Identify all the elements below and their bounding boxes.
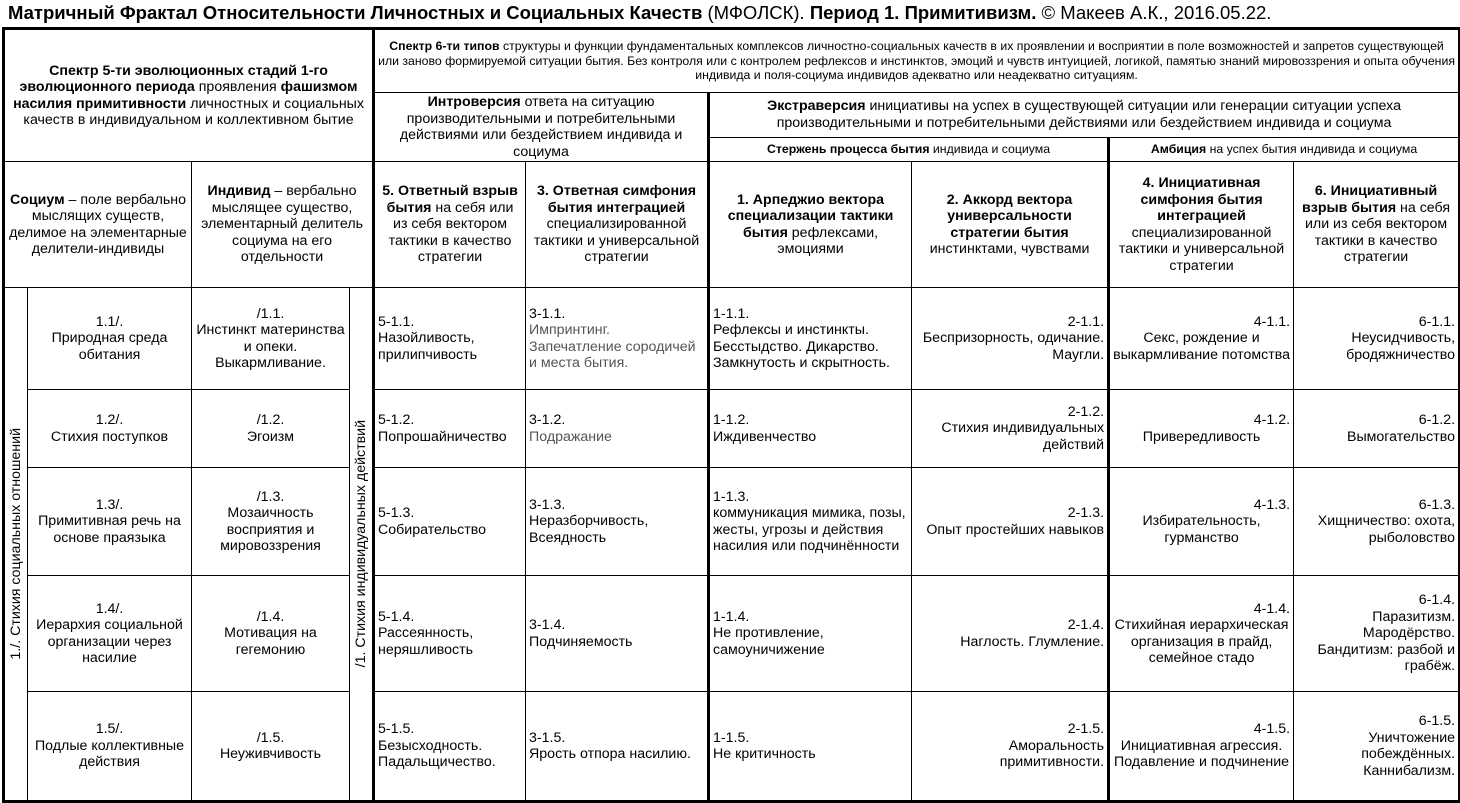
c5-cell: 5-1.4. Рассеянность, неряшливость xyxy=(374,576,526,692)
c2-cell: 2-1.3. Опыт простейших навыков xyxy=(912,468,1109,576)
c3-cell: 3-1.2. Подражание xyxy=(526,390,709,468)
c6-cell: 6-1.3. Хищничество: охота, рыболовство xyxy=(1294,468,1460,576)
c6-cell: 6-1.4. Паразитизм. Мародёрство. Бандитизм: разбой и грабёж. xyxy=(1294,576,1460,692)
society-cell: 1.4/. Иерархия социальной организации через насилие xyxy=(28,576,192,692)
society-cell: 1.1/. Природная среда обитания xyxy=(28,288,192,390)
individual-actions-side-label: /1. Стихия индивидуальных действий xyxy=(350,288,374,802)
c6-cell: 6-1.1. Неусидчивость, бродяжничество xyxy=(1294,288,1460,390)
individual-column-header: Индивид – вербально мыслящее существо, элементарный делитель социума на его отдельности xyxy=(192,162,374,288)
spectrum5-header: Спектр 5-ти эволюционных стадий 1-го эволюционного периода проявления фашизмом насилия примитивности личностных и социальных качеств в индивидуальном и коллективном бытие xyxy=(4,29,374,162)
c3-cell: 3-1.3. Неразборчивость, Всеядность xyxy=(526,468,709,576)
ambition-header: Амбиция на успех бытия индивида и социума xyxy=(1109,137,1460,161)
c6-column-header: 6. Инициативный взрыв бытия на себя или из себя вектором тактики в качество стратегии xyxy=(1294,162,1460,288)
society-column-header: Социум – поле вербально мыслящих существ, делимое на элементарные делители-индивиды xyxy=(4,162,192,288)
c4-column-header: 4. Инициативная симфония бытия интеграцией специализированной тактики и универсальной стратегии xyxy=(1109,162,1294,288)
society-cell: 1.2/. Стихия поступков xyxy=(28,390,192,468)
fractal-matrix-table xyxy=(2,27,1460,803)
extraversion-header: Экстраверсия инициативы на успех в существующей ситуации или генерации ситуации успеха производительными и потребительными действиями или бездействием индивида и социума xyxy=(709,93,1460,138)
c1-cell: 1-1.3. коммуникация мимика, позы, жесты, угрозы и действия насилия или подчинённости xyxy=(709,468,912,576)
c4-cell: 4-1.3. Избирательность, гурманство xyxy=(1109,468,1294,576)
title-abbr: (МФОЛСК). xyxy=(702,2,810,23)
introversion-header: Интроверсия ответа на ситуацию производительными и потребительными действиями или бездействием индивида и социума xyxy=(374,93,709,162)
c2-cell: 2-1.4. Наглость. Глумление. xyxy=(912,576,1109,692)
c1-cell: 1-1.4. Не противление, самоуничижение xyxy=(709,576,912,692)
title-copyright: © Макеев А.К., 2016.05.22. xyxy=(1036,2,1272,23)
individual-cell: /1.2. Эгоизм xyxy=(192,390,350,468)
title-main: Матричный Фрактал Относительности Личностных и Социальных Качеств xyxy=(8,2,703,23)
c5-cell: 5-1.1. Назойливость, прилипчивость xyxy=(374,288,526,390)
individual-cell: /1.5. Неуживчивость xyxy=(192,692,350,802)
society-cell: 1.3/. Примитивная речь на основе праязыка xyxy=(28,468,192,576)
c1-cell: 1-1.1. Рефлексы и инстинкты. Бесстыдство. Дикарство. Замкнутость и скрытность. xyxy=(709,288,912,390)
table-row xyxy=(4,692,1460,802)
c2-cell: 2-1.2. Стихия индивидуальных действий xyxy=(912,390,1109,468)
document-title xyxy=(8,2,1454,24)
table-row xyxy=(4,390,1460,468)
social-relations-side-label: 1./. Стихия социальных отношений xyxy=(4,288,28,802)
c5-cell: 5-1.5. Безысходность. Падальщичество. xyxy=(374,692,526,802)
c3-column-header: 3. Ответная симфония бытия интеграцией специализированной тактики и универсальной стратегии xyxy=(526,162,709,288)
c1-column-header: 1. Арпеджио вектора специализации тактики бытия рефлексами, эмоциями xyxy=(709,162,912,288)
c6-cell: 6-1.2. Вымогательство xyxy=(1294,390,1460,468)
individual-cell: /1.3. Мозаичность восприятия и мировоззрения xyxy=(192,468,350,576)
table-row xyxy=(4,288,1460,390)
individual-cell: /1.4. Мотивация на гегемонию xyxy=(192,576,350,692)
spectrum6-header: Спектр 6-ти типов структуры и функции фундаментальных комплексов личностно-социальных качеств в их проявлении и восприятии в поле возможностей и запретов существующей или заново формируемой ситуации бытия. Без контроля или с контролем рефлексов и инстинктов, эмоций и чувств интуицией, логикой, памятью знаний мировоззрения и опыта обучения индивида и поля-социума индивидов адекватно или неадекватно ситуациям. xyxy=(374,29,1460,93)
c5-column-header: 5. Ответный взрыв бытия на себя или из себя вектором тактики в качество стратегии xyxy=(374,162,526,288)
c2-column-header: 2. Аккорд вектора универсальности стратегии бытия инстинктами, чувствами xyxy=(912,162,1109,288)
table-row xyxy=(4,468,1460,576)
c3-cell: 3-1.4. Подчиняемость xyxy=(526,576,709,692)
c1-cell: 1-1.5. Не критичность xyxy=(709,692,912,802)
c2-cell: 2-1.1. Беспризорность, одичание. Маугли. xyxy=(912,288,1109,390)
society-cell: 1.5/. Подлые коллективные действия xyxy=(28,692,192,802)
individual-cell: /1.1. Инстинкт материнства и опеки. Выкармливание. xyxy=(192,288,350,390)
c4-cell: 4-1.4. Стихийная иерархическая организация в прайд, семейное стадо xyxy=(1109,576,1294,692)
c4-cell: 4-1.5. Инициативная агрессия. Подавление и подчинение xyxy=(1109,692,1294,802)
c3-cell: 3-1.1. Импринтинг. Запечатление сородичей и места бытия. xyxy=(526,288,709,390)
c4-cell: 4-1.2. Привередливость xyxy=(1109,390,1294,468)
c5-cell: 5-1.2. Попрошайничество xyxy=(374,390,526,468)
c6-cell: 6-1.5. Уничтожение побеждённых. Каннибализм. xyxy=(1294,692,1460,802)
c2-cell: 2-1.5. Аморальность примитивности. xyxy=(912,692,1109,802)
c5-cell: 5-1.3. Собирательство xyxy=(374,468,526,576)
c3-cell: 3-1.5. Ярость отпора насилию. xyxy=(526,692,709,802)
c1-cell: 1-1.2. Иждивенчество xyxy=(709,390,912,468)
table-row xyxy=(4,576,1460,692)
core-process-header: Стержень процесса бытия индивида и социума xyxy=(709,137,1109,161)
c4-cell: 4-1.1. Секс, рождение и выкармливание потомства xyxy=(1109,288,1294,390)
title-period: Период 1. Примитивизм. xyxy=(809,2,1037,23)
